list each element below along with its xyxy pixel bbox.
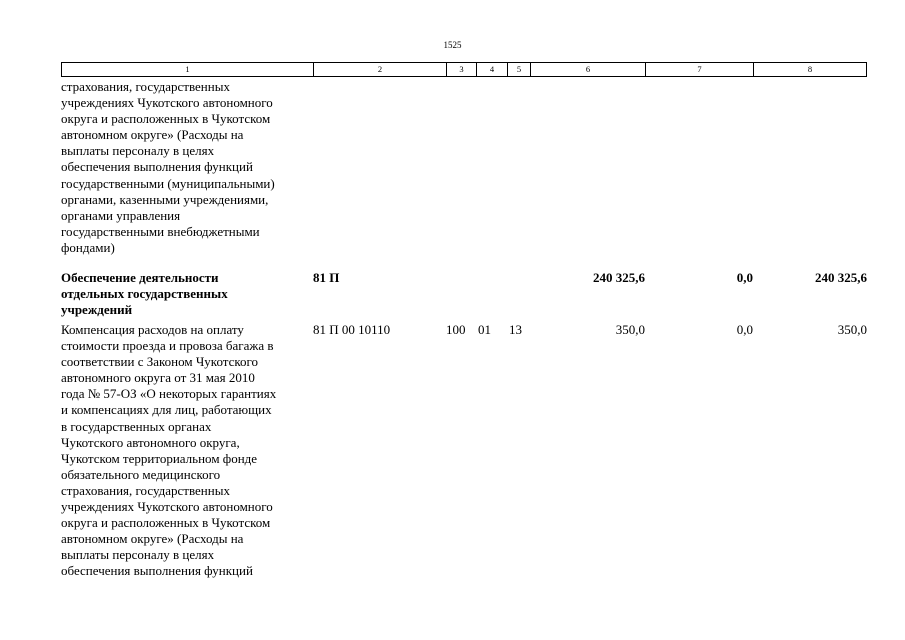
column-header-8: 8 [807, 64, 813, 74]
column-header-2: 2 [314, 63, 447, 76]
row-name: Компенсация расходов на оплату стоимости проезда и провоза багажа в соответствии с Законом Чукотского автономного округа от 31 мая 2010 года № 57-ОЗ «О некоторых гарантиях и компенсациях для лиц, работающих в государственных органах Чукотского автономного округа, Чукотском территориальном фонде обязательного медицинского страхования, государственных учреждениях Чукотского автономного округа и расположенных в Чукотском автономном округе» (Расходы на выплаты персоналу в целях обеспечения выполнения функций [61, 322, 277, 579]
row-sum: 240 325,6 [593, 270, 645, 285]
row-pr: 13 [509, 322, 522, 337]
row-sum: 350,0 [615, 322, 645, 337]
row-rz: 01 [478, 322, 491, 337]
column-header-3: 3 [447, 63, 477, 76]
row-code: 81 П [313, 270, 340, 285]
row-name: Обеспечение деятельности отдельных государственных учреждений [61, 270, 228, 318]
column-header-1: 1 [62, 63, 314, 76]
column-header-6: 6 [531, 63, 646, 76]
row-change: 0,0 [736, 270, 753, 285]
row-change: 0,0 [736, 322, 753, 337]
column-header-4: 4 [477, 63, 508, 76]
column-header-7: 7 [646, 63, 754, 76]
row-total: 240 325,6 [815, 270, 867, 285]
column-number-header [61, 62, 867, 77]
row-code: 81 П 00 10110 [313, 322, 391, 337]
row-total: 350,0 [837, 322, 867, 337]
column-header-5: 5 [508, 63, 531, 76]
page-number: 1525 [443, 40, 462, 50]
row-vr: 100 [446, 322, 466, 337]
row-name: страхования, государственных учреждениях Чукотского автономного округа и расположенных в Чукотском автономном округе» (Расходы на выплаты персоналу в целях обеспечения выполнения функций государственными (муниципальными) органами, казенными учреждениями, органами управления государственными внебюджетными фондами) [61, 79, 275, 255]
